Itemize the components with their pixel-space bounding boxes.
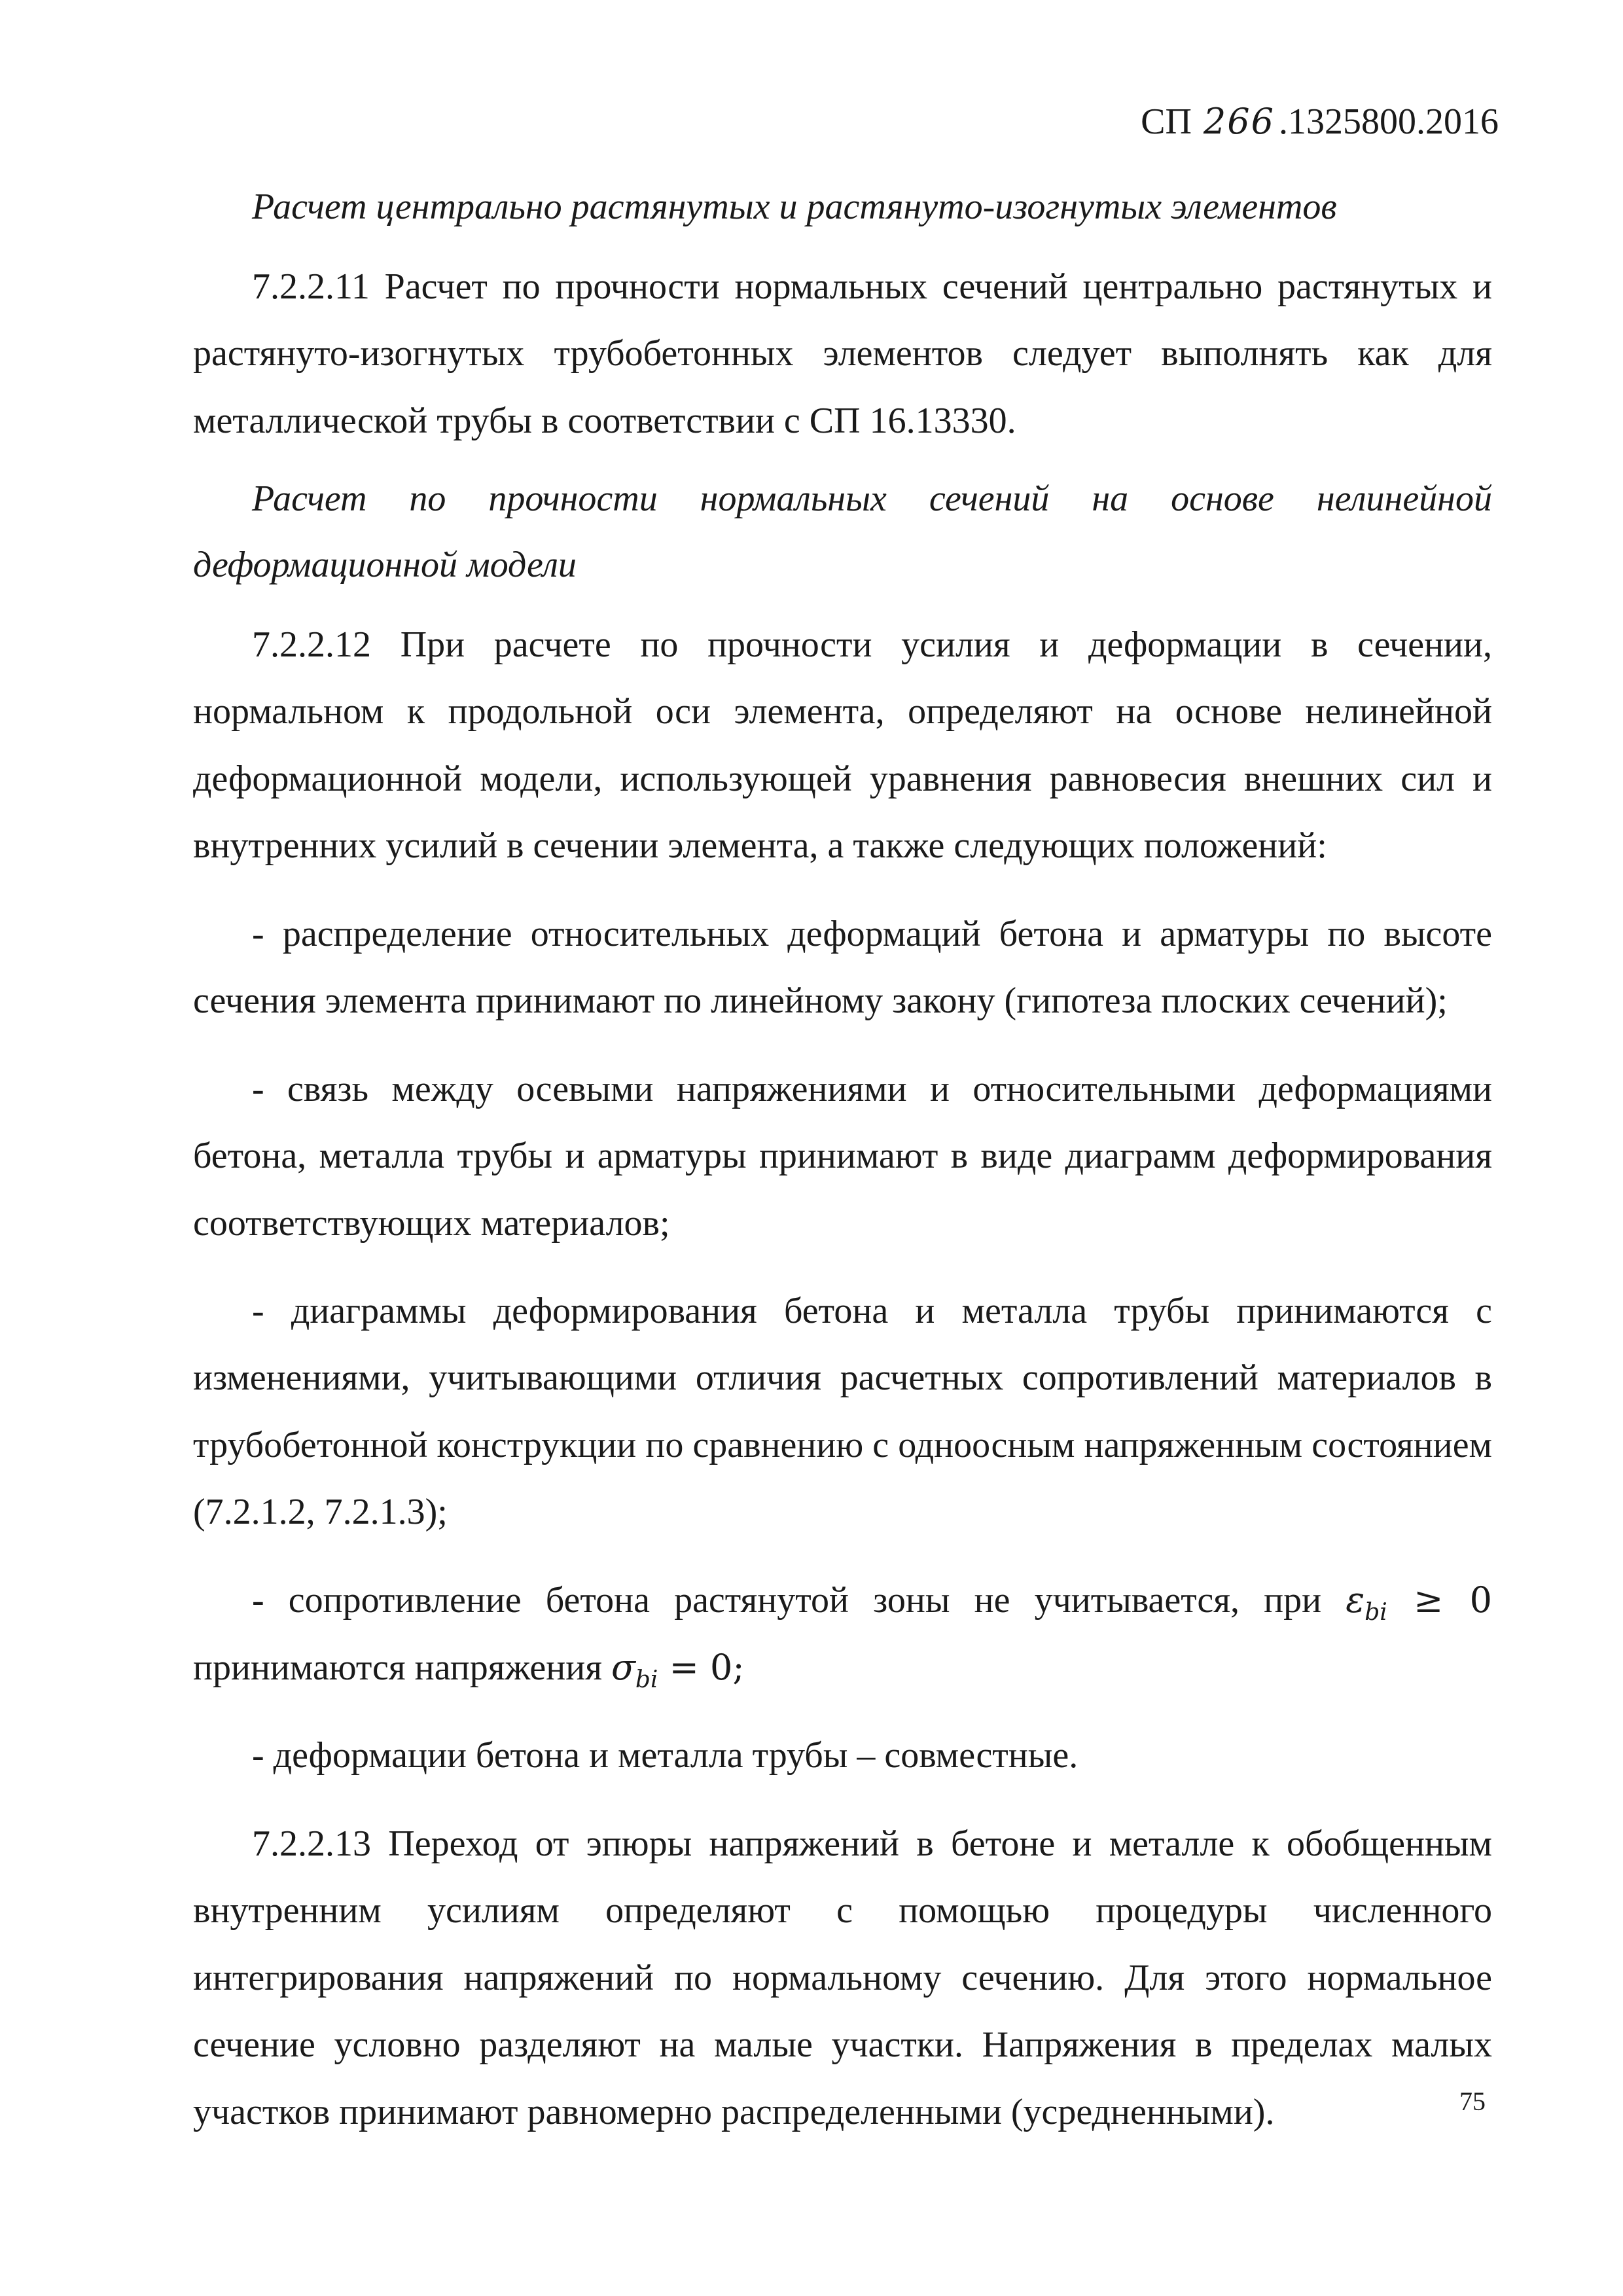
subheading-word: прочности [488, 478, 658, 520]
header-suffix: .1325800.2016 [1279, 101, 1499, 142]
subheading-tension-elements: Расчет центрально растянутых и растянуто-изогнутых элементов [252, 187, 1337, 227]
epsilon-bi-formula: $\varepsilon_{bi} \ge 0$ [1346, 1579, 1493, 1626]
subheading-word: нелинейной [1316, 478, 1492, 520]
tension-zone-text-b: принимаются напряжения [193, 1647, 602, 1688]
header-prefix: СП [1141, 101, 1192, 142]
subheading-word: нормальных [700, 478, 887, 520]
paragraph-7-2-2-13: 7.2.2.13 Переход от эпюры напряжений в бетоне и металле к обобщенным внутренним усилиям определяют с помощью процедуры численного интегрирования напряжений по нормальному сечению. Для этого нормальное сечение условно разделяют на малые участки. Напряжения в пределах малых участков принимают равномерно распределенными (усредненными). [193, 1823, 1492, 2132]
list-item-strain-distribution: - распределение относительных деформаций бетона и арматуры по высоте сечения элемента принимают по линейному закону (гипотеза плоских сечений); [193, 913, 1492, 1022]
subheading-word: сечений [929, 478, 1050, 520]
paragraph-7-2-2-11: 7.2.2.11 Расчет по прочности нормальных сечений центрально растянутых и растянуто-изогнутых трубобетонных элементов следует выполнять как для металлической трубы в соответствии с СП 16.13330. [193, 266, 1492, 441]
subheading-word: на [1092, 478, 1129, 520]
subheading-word: по [409, 478, 446, 520]
subheading-nonlinear-model-continuation: деформационной модели [193, 545, 577, 585]
tension-zone-text-a: - сопротивление бетона растянутой зоны не учитывается, при [252, 1579, 1322, 1621]
paragraph-7-2-2-12: 7.2.2.12 При расчете по прочности усилия и деформации в сечении, нормальном к продольной оси элемента, определяют на основе нелинейной деформационной модели, использующей уравнения равновесия внешних сил и внутренних усилий в сечении элемента, а также следующих положений: [193, 624, 1492, 867]
document-header [1141, 98, 1499, 146]
list-item-stress-strain-relation: - связь между осевыми напряжениями и относительными деформациями бетона, металла трубы и арматуры принимают в виде диаграмм деформирования соответствующих материалов; [193, 1068, 1492, 1244]
page-number: 75 [1459, 2087, 1486, 2116]
header-handwritten-number: 266 [1203, 101, 1275, 142]
sigma-bi-formula: $\sigma_{bi} = 0$; [611, 1646, 745, 1693]
subheading-nonlinear-model [193, 475, 1492, 523]
list-item-joint-deformation: - деформации бетона и металла трубы – совместные. [252, 1735, 1079, 1776]
page-content [193, 183, 1492, 2166]
subheading-word: Расчет [252, 478, 367, 520]
subheading-word: основе [1171, 478, 1274, 520]
list-item-deformation-diagrams: - диаграммы деформирования бетона и металла трубы принимаются с изменениями, учитывающими отличия расчетных сопротивлений материалов в трубобетонной конструкции по сравнению с одноосным напряженным состоянием (7.2.1.2, 7.2.1.3); [193, 1291, 1492, 1533]
list-item-tension-zone [193, 1567, 1492, 1701]
